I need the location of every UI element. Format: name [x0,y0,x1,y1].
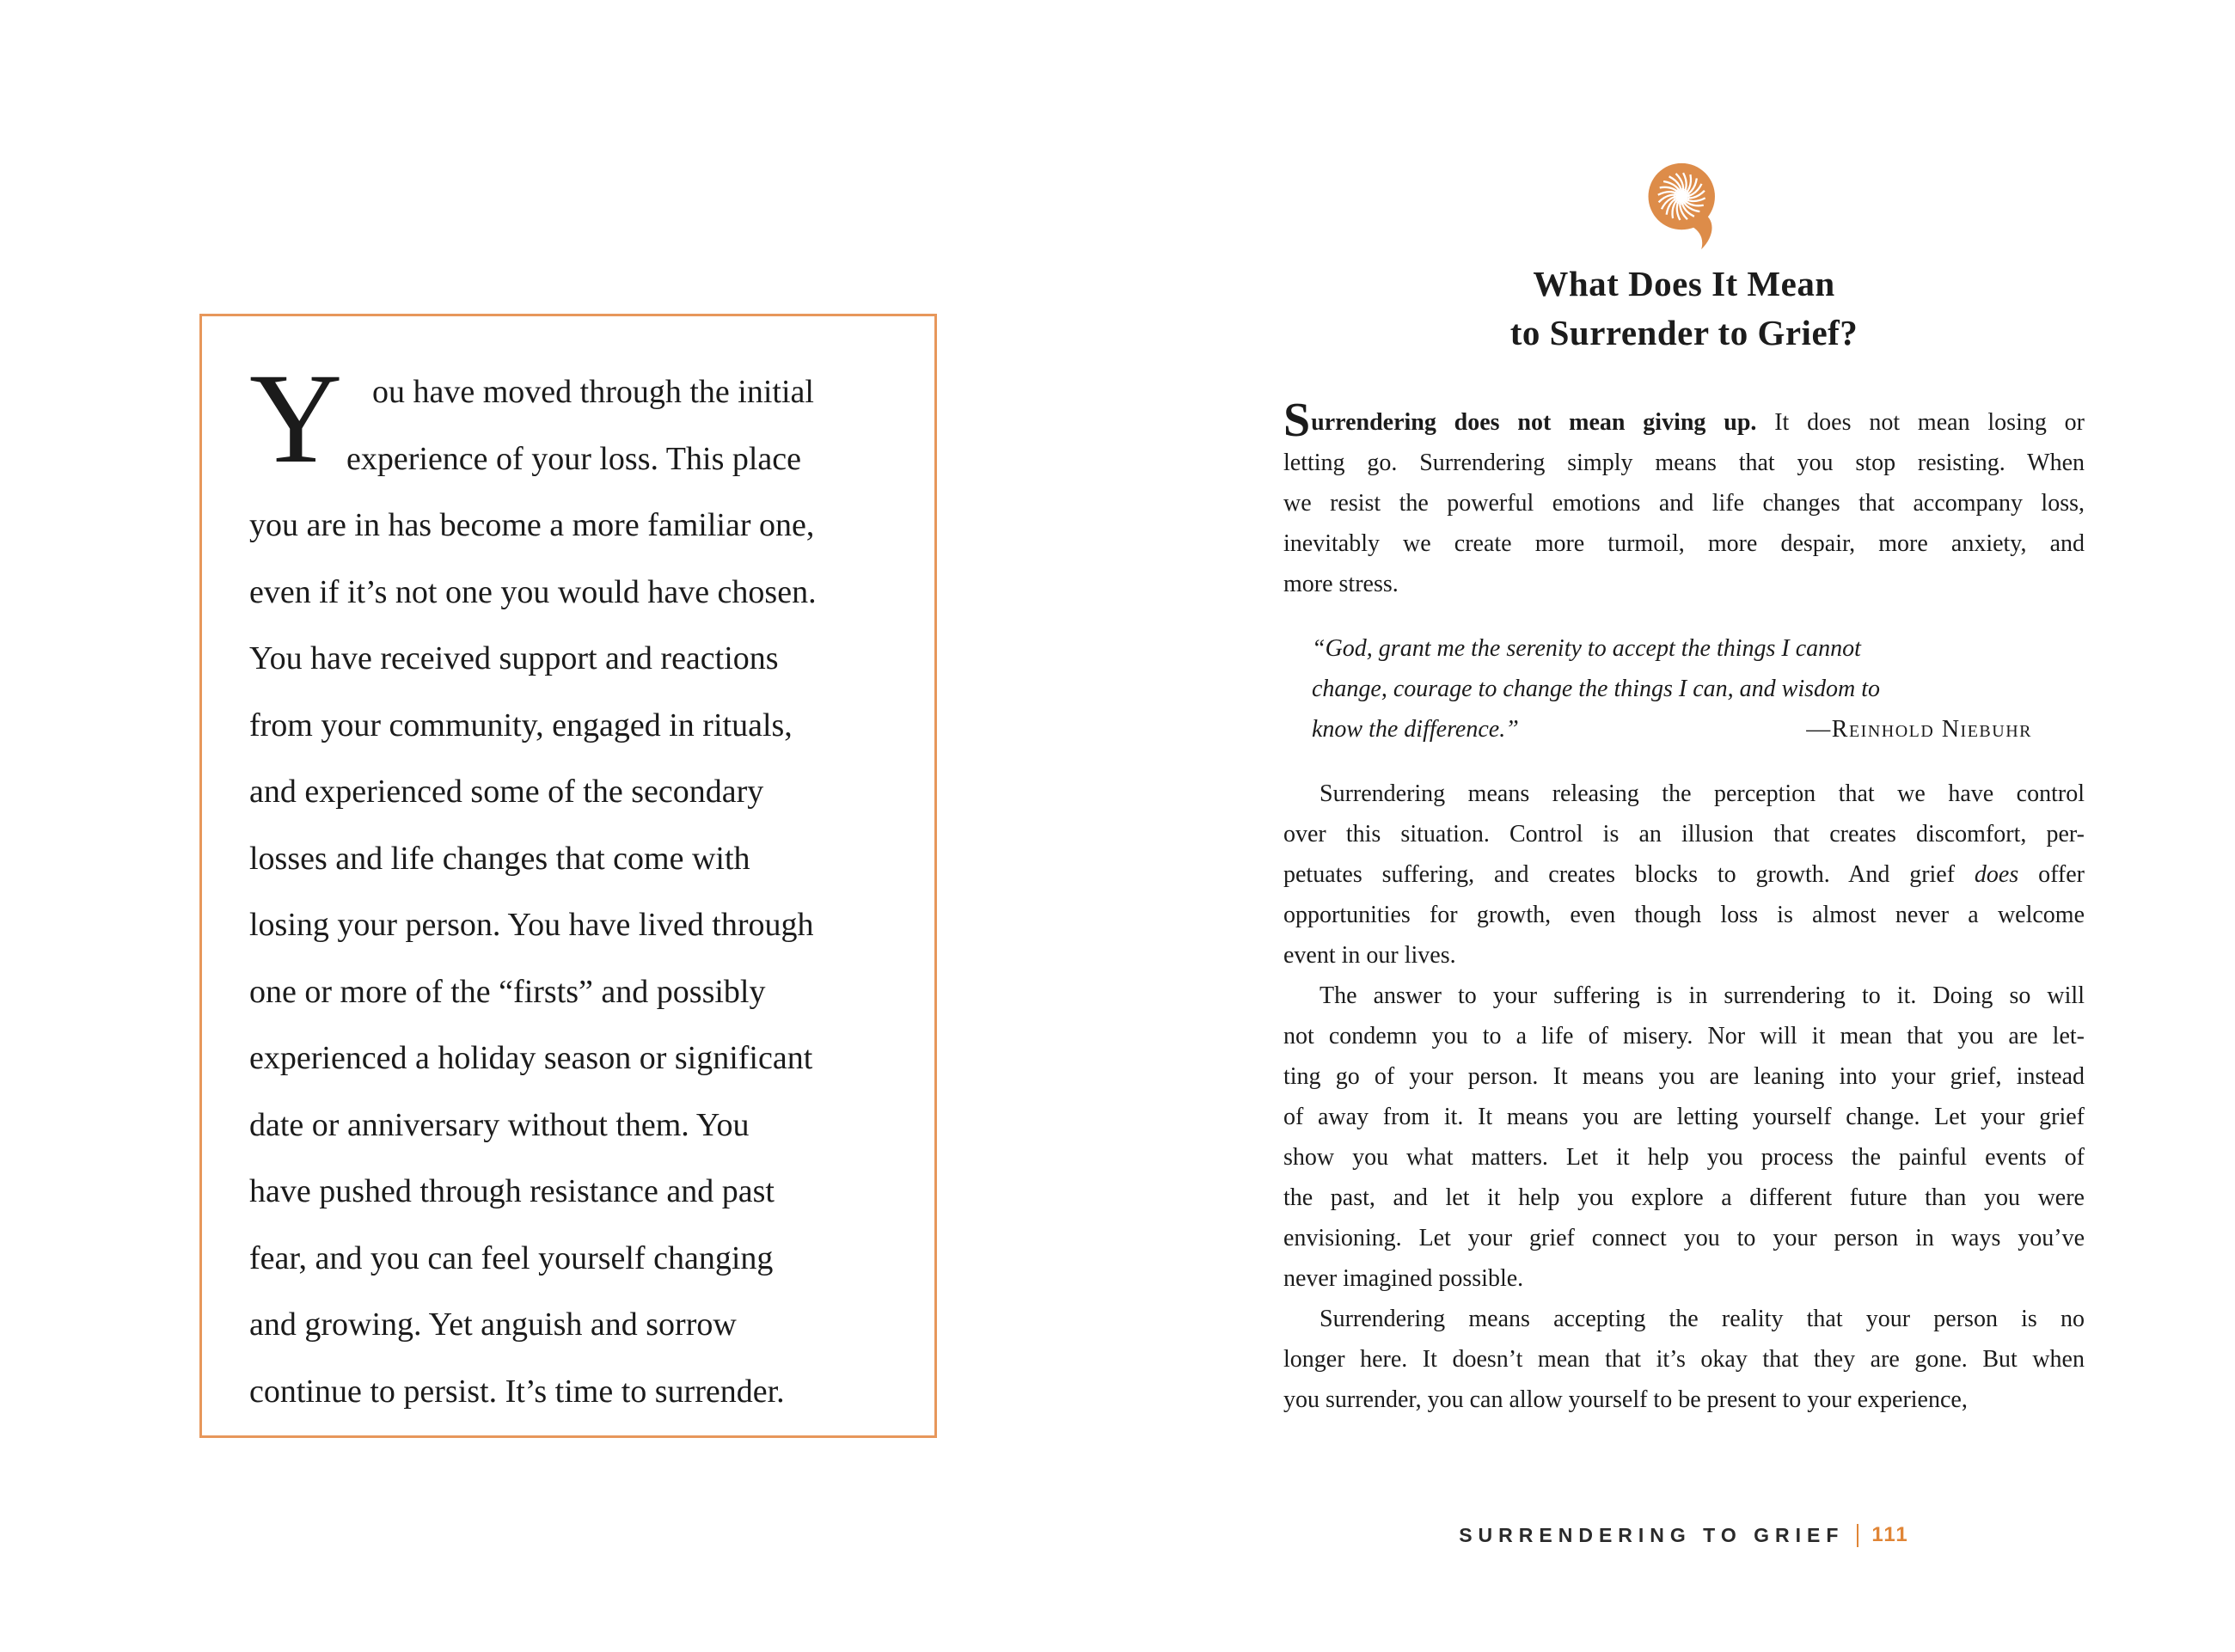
text-line: not condemn you to a life of misery. Nor will it mean that you are let- [1283,1023,2085,1049]
text-line: of away from it. It means you are letting yourself change. Let your grief [1283,1104,2085,1130]
text-line: you are in has become a more familiar one, [249,507,815,543]
paragraph-1-lines [1283,443,2085,604]
text-line: ting go of your person. It means you are leaning into your grief, instead [1283,1063,2085,1090]
paragraph-4 [1283,1299,2085,1420]
lead-bold-text: urrendering does not mean giving up. [1311,409,1757,436]
text-line: losses and life changes that come with [249,840,750,877]
callout-box [199,314,937,1438]
pull-quote-last-line [1312,709,2032,750]
text-line: over this situation. Control is an illusion that creates discomfort, per- [1283,821,2085,847]
text-line: we resist the powerful emotions and life changes that accompany loss, [1283,490,2085,517]
text-line: experience of your loss. This place [346,440,802,477]
chapter-title [1283,260,2085,358]
text-line: more stress. [1283,571,1399,597]
text-line: change, courage to change the things I can, and wisdom to [1312,676,1881,702]
text-line: and experienced some of the secondary [249,774,764,810]
nautilus-shell-icon [1645,162,1721,251]
text-line: inevitably we create more turmoil, more despair, more anxiety, and [1283,530,2085,557]
running-head: SURRENDERING TO GRIEF [1459,1523,1845,1546]
quote-attribution [1806,709,2032,750]
chapter-title-line-2: to Surrender to Grief? [1509,313,1858,352]
text-line: event in our lives. [1283,942,1456,969]
attribution-dash: — [1806,716,1832,743]
text-line: ou have moved through the initial [372,374,814,410]
text-line: experienced a holiday season or significant [249,1040,813,1076]
text-line: you surrender, you can allow yourself to be present to your experience, [1283,1386,1968,1413]
text-line: losing your person. You have lived through [249,907,814,943]
chapter-title-line-1: What Does It Mean [1533,264,1835,303]
text-line: “God, grant me the serenity to accept the things I cannot [1312,635,1861,662]
text-line: from your community, engaged in rituals, [249,707,793,743]
text-line: have pushed through resistance and past [249,1173,775,1209]
text-line: even if it’s not one you would have chosen. [249,573,817,610]
dropcap-s: S [1283,394,1312,447]
chapter-body [1283,394,2085,1420]
text-line: show you what matters. Let it help you process the painful events of [1283,1144,2085,1171]
text-line: the past, and let it help you explore a different future than you were [1283,1184,2085,1211]
pull-quote-lines [1312,628,2032,709]
text-line: never imagined possible. [1283,1265,1524,1292]
text-line: The answer to your suffering is in surrendering to it. Doing so will [1320,982,2085,1009]
pull-quote [1312,628,2032,750]
text-line: and growing. Yet anguish and sorrow [249,1306,737,1343]
text-line: You have received support and reactions [249,640,779,676]
text-line: longer here. It doesn’t mean that it’s okay that they are gone. But when [1283,1346,2085,1373]
footer-divider-bar [1857,1524,1858,1547]
text-line: envisioning. Let your grief connect you to your person in ways you’ve [1283,1225,2085,1251]
text-line: Surrendering means releasing the perception that we have control [1320,780,2085,807]
text-line: Surrendering means accepting the reality that your person is no [1320,1306,2085,1332]
lead-line [1283,394,2085,447]
paragraph-3 [1283,976,2085,1299]
pull-quote-closing: know the difference.” [1312,716,1519,743]
text-line: petuates suffering, and creates blocks to growth. And grief does offer [1283,861,2085,888]
text-line: letting go. Surrendering simply means that you stop resisting. When [1283,450,2085,476]
paragraph-1 [1283,394,2085,604]
lead-rest-text: It does not mean losing or [1756,409,2085,436]
text-line: fear, and you can feel yourself changing [249,1239,774,1276]
text-line: date or anniversary without them. You [249,1106,750,1143]
attribution-name: Reinhold Niebuhr [1831,716,2032,743]
running-footer [1283,1523,2085,1547]
text-line: opportunities for growth, even though loss is almost never a welcome [1283,902,2085,928]
dropcap-y: Y [249,347,343,490]
callout-text [249,359,900,1425]
paragraph-2 [1283,774,2085,976]
page-number: 111 [1871,1523,1909,1546]
text-line: one or more of the “firsts” and possibly [249,973,766,1010]
text-line: continue to persist. It’s time to surrender. [249,1373,785,1410]
